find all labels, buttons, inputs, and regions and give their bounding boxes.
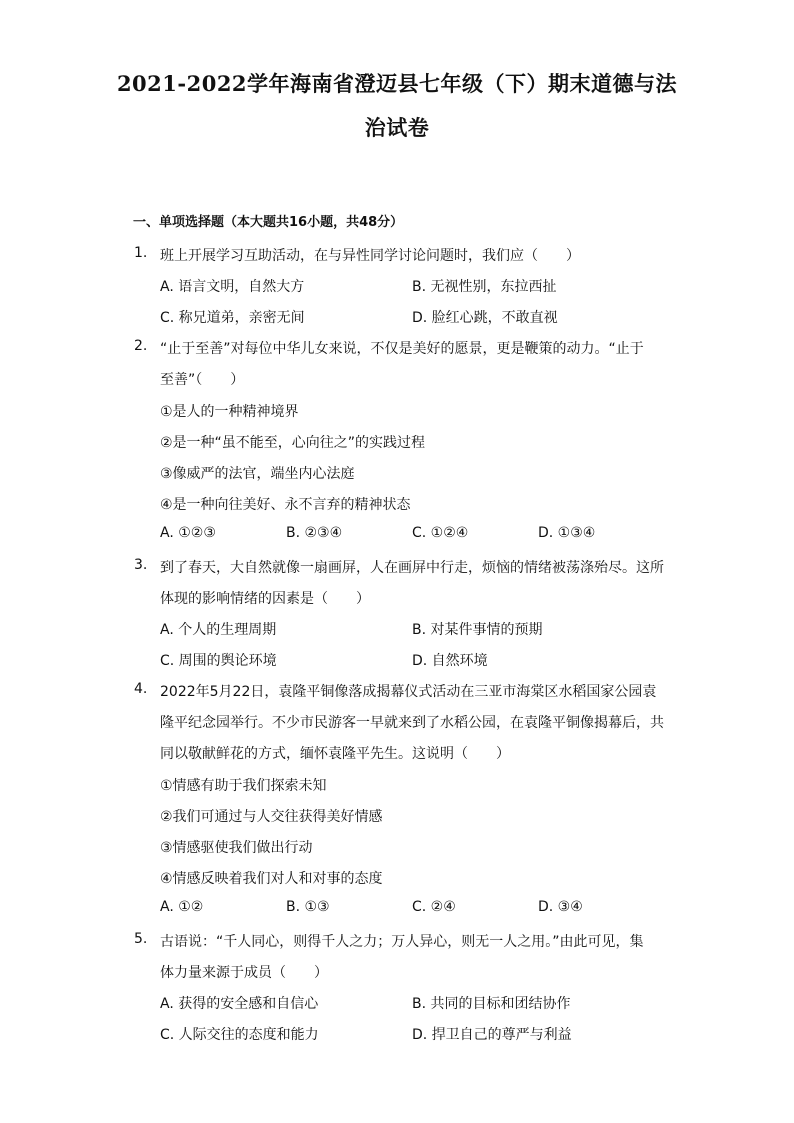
option-d: D. ③④	[538, 899, 583, 915]
question-stem: 2022年5月22日，袁隆平铜像落成揭幕仪式活动在三亚市海棠区水稻国家公园袁	[160, 684, 657, 700]
option-b: B. ②③④	[286, 525, 343, 541]
question-number: 5.	[134, 931, 148, 947]
statement: ④情感反映着我们对人和对事的态度	[160, 871, 383, 887]
statement: ②我们可通过与人交往获得美好情感	[160, 809, 383, 825]
statement: ③像威严的法官，端坐内心法庭	[160, 466, 355, 482]
option-c: C. ①②④	[412, 525, 469, 541]
statement: ②是一种“虽不能至，心向往之”的实践过程	[160, 435, 426, 451]
question-stem: 体现的影响情绪的因素是（ ）	[160, 591, 370, 607]
option-c: C. 周围的舆论环境	[160, 653, 277, 669]
option-a: A. 获得的安全感和自信心	[160, 996, 319, 1012]
option-d: D. 自然环境	[412, 653, 488, 669]
option-b: B. 对某件事情的预期	[412, 622, 543, 638]
question-number: 1.	[134, 245, 148, 261]
statement: ①情感有助于我们探索未知	[160, 778, 327, 794]
option-a: A. 个人的生理周期	[160, 622, 277, 638]
exam-title-line-1: 2021-2022学年海南省澄迈县七年级（下）期末道德与法	[116, 71, 678, 96]
question-stem: 体力量来源于成员（ ）	[160, 965, 328, 981]
option-d: D. 脸红心跳，不敢直视	[412, 310, 558, 326]
option-b: B. 共同的目标和团结协作	[412, 996, 571, 1012]
option-a: A. 语言文明，自然大方	[160, 279, 305, 295]
question-stem: 到了春天，大自然就像一扇画屏，人在画屏中行走，烦恼的情绪被荡涤殆尽。这所	[160, 560, 664, 576]
section-heading: 一、单项选择题（本大题共16小题，共48分）	[133, 215, 404, 230]
question-stem: 至善”（ ）	[160, 372, 245, 388]
question-stem: 班上开展学习互助活动，在与异性同学讨论问题时，我们应（ ）	[160, 248, 580, 264]
question-number: 2.	[134, 338, 148, 354]
option-c: C. ②④	[412, 899, 456, 915]
option-b: B. 无视性别，东拉西扯	[412, 279, 557, 295]
option-c: C. 称兄道弟，亲密无间	[160, 310, 305, 326]
question-number: 3.	[134, 557, 148, 573]
question-stem: 同以敬献鲜花的方式，缅怀袁隆平先生。这说明（ ）	[160, 746, 510, 762]
question-stem: 隆平纪念园举行。不少市民游客一早就来到了水稻公园，在袁隆平铜像揭幕后，共	[160, 715, 664, 731]
option-d: D. ①③④	[538, 525, 596, 541]
question-number: 4.	[134, 681, 148, 697]
option-b: B. ①③	[286, 899, 330, 915]
question-stem: “止于至善”对每位中华儿女来说，不仅是美好的愿景，更是鞭策的动力。“止于	[160, 341, 644, 357]
statement: ①是人的一种精神境界	[160, 404, 299, 420]
option-a: A. ①②	[160, 899, 204, 915]
exam-title-line-2: 治试卷	[364, 115, 430, 140]
question-stem: 古语说：“千人同心，则得千人之力；万人异心，则无一人之用。”由此可见，集	[160, 934, 644, 950]
statement: ③情感驱使我们做出行动	[160, 840, 313, 856]
option-c: C. 人际交往的态度和能力	[160, 1027, 319, 1043]
option-a: A. ①②③	[160, 525, 216, 541]
statement: ④是一种向往美好、永不言弃的精神状态	[160, 497, 411, 513]
option-d: D. 捍卫自己的尊严与利益	[412, 1027, 572, 1043]
